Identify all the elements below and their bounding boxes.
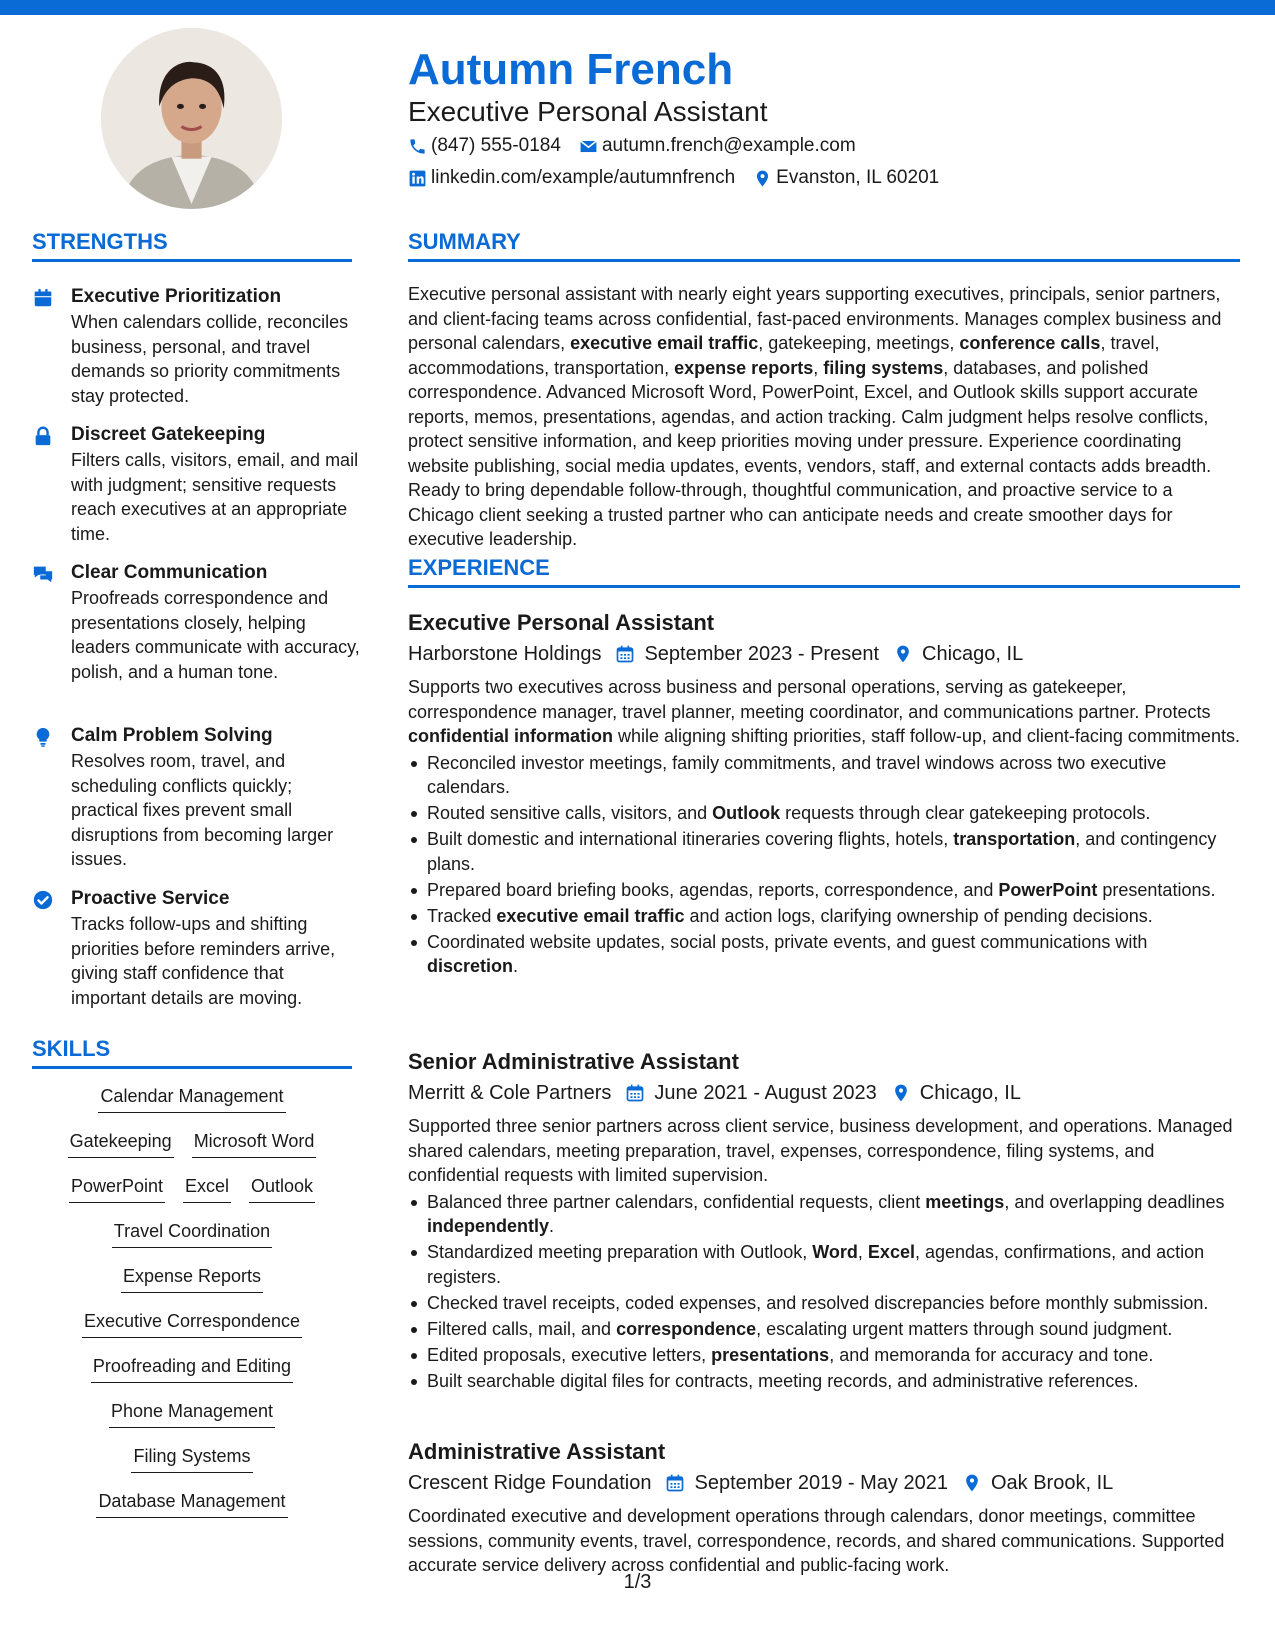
job-description: Coordinated executive and development operations through calendars, donor meetings, committee sessions, community events, travel, correspondence, records, and shared communications. Supported accurate service delivery across confidential and public-facing work. — [408, 1506, 1225, 1575]
job-bullets — [408, 1190, 1240, 1394]
strength-item — [32, 887, 362, 1010]
job-dates — [625, 1079, 876, 1107]
job-dates — [615, 640, 879, 668]
strength-item — [32, 561, 362, 684]
page-number: 1/3 — [623, 1571, 652, 1593]
bold-keyword: expense reports — [674, 357, 814, 378]
calendar-icon — [625, 1083, 645, 1103]
phone-contact — [408, 135, 561, 157]
candidate-name: Autumn French — [408, 45, 734, 94]
bullet-item: Reconciled investor meetings, family commitments, and travel windows across two executive calendars. — [408, 751, 1240, 800]
skill-tag: PowerPoint — [69, 1174, 165, 1203]
job-dates — [665, 1469, 948, 1497]
lightbulb-icon — [32, 726, 56, 748]
bullet-item: Filtered calls, mail, and correspondence, escalating urgent matters through sound judgment. — [408, 1317, 1240, 1342]
strength-item — [32, 423, 362, 546]
job-location — [893, 640, 1023, 668]
calendar-icon — [32, 287, 56, 309]
strength-title: Executive Prioritization — [71, 286, 282, 307]
linkedin-contact[interactable] — [408, 167, 735, 189]
bold-keyword: independently — [427, 1216, 550, 1236]
job-dates-text: September 2023 - Present — [644, 643, 880, 665]
skills-list — [32, 1084, 352, 1534]
bullet-item: Prepared board briefing books, agendas, reports, correspondence, and PowerPoint presentations. — [408, 878, 1240, 903]
strength-desc: Tracks follow-ups and shifting priorities before reminders arrive, giving staff confidence that important details are moving. — [71, 914, 336, 1008]
job-description: Supported three senior partners across client service, business development, and operations. Managed shared calendars, meeting preparation, travel, expenses, correspondence, filing systems, and confidential requests with limited supervision. — [408, 1116, 1233, 1185]
job-meta — [408, 640, 1240, 668]
bold-keyword: conference calls — [959, 333, 1101, 353]
map-marker-icon — [891, 1083, 911, 1103]
strength-desc: Filters calls, visitors, email, and mail with judgment; sensitive requests reach executives at an appropriate time. — [71, 450, 359, 544]
linkedin-icon — [408, 169, 427, 188]
profile-photo — [101, 28, 282, 209]
bullet-item: Coordinated website updates, social posts, private events, and guest communications with discretion. — [408, 930, 1240, 979]
skill-tag: Proofreading and Editing — [91, 1354, 293, 1383]
skills-heading: SKILLS — [32, 1034, 352, 1069]
bold-keyword: discretion — [427, 956, 514, 976]
skill-tag: Outlook — [249, 1174, 315, 1203]
skill-row — [32, 1444, 352, 1489]
strength-title: Proactive Service — [71, 888, 230, 909]
bold-keyword: meetings — [925, 1191, 1005, 1212]
job-description: Supports two executives across business and personal operations, serving as gatekeeper, correspondence manager, travel planner, meeting coordinator, and communications partner. Protects confidential information while aligning shifting priorities, staff follow-up, and client-facing commitments. — [408, 677, 1240, 746]
job-location — [962, 1469, 1113, 1497]
phone-text: (847) 555-0184 — [431, 135, 561, 156]
strength-desc: Proofreads correspondence and presentations closely, helping leaders communicate with accuracy, polish, and a human tone. — [71, 588, 360, 682]
strength-title: Clear Communication — [71, 562, 268, 583]
skill-tag: Phone Management — [109, 1399, 275, 1428]
candidate-title: Executive Personal Assistant — [408, 96, 768, 127]
job-company: Crescent Ridge Foundation — [408, 1472, 652, 1494]
strength-item — [32, 285, 362, 408]
skill-tag: Microsoft Word — [192, 1129, 317, 1158]
skill-tag: Gatekeeping — [68, 1129, 174, 1158]
skill-tag: Calendar Management — [98, 1084, 285, 1113]
job-dates-text: September 2019 - May 2021 — [694, 1472, 948, 1494]
job-meta — [408, 1469, 1240, 1497]
bullet-item: Tracked executive email traffic and action logs, clarifying ownership of pending decisions. — [408, 904, 1240, 929]
skill-tag: Database Management — [96, 1489, 287, 1518]
strength-title: Calm Problem Solving — [71, 725, 273, 746]
bold-keyword: executive email traffic — [496, 905, 685, 926]
job-location-text: Oak Brook, IL — [990, 1472, 1114, 1494]
experience-heading: EXPERIENCE — [408, 553, 1240, 588]
email-contact[interactable] — [579, 135, 856, 157]
bold-keyword: transportation — [953, 829, 1076, 849]
strength-desc: When calendars collide, reconciles business, personal, and travel demands so priority commitments stay protected. — [71, 312, 349, 406]
bullet-item: Built domestic and international itineraries covering flights, hotels, transportation, and contingency plans. — [408, 827, 1240, 876]
summary-heading: SUMMARY — [408, 227, 1240, 262]
skill-tag: Expense Reports — [121, 1264, 263, 1293]
job-location-text: Chicago, IL — [922, 643, 1024, 665]
contact-row-1 — [408, 133, 874, 159]
job-title: Executive Personal Assistant — [408, 610, 715, 635]
job-entry — [408, 1048, 1240, 1395]
map-marker-icon — [962, 1473, 982, 1493]
bold-keyword: PowerPoint — [998, 879, 1098, 900]
bold-keyword: presentations — [711, 1344, 830, 1365]
job-dates-text: June 2021 - August 2023 — [654, 1082, 877, 1104]
skill-tag: Filing Systems — [131, 1444, 252, 1473]
map-marker-icon — [753, 169, 772, 188]
calendar-icon — [665, 1473, 685, 1493]
skill-tag: Travel Coordination — [112, 1219, 272, 1248]
skill-row — [32, 1489, 352, 1534]
strengths-heading: STRENGTHS — [32, 227, 352, 262]
bullet-item: Built searchable digital files for contracts, meeting records, and administrative references. — [408, 1369, 1240, 1394]
lock-icon — [32, 425, 56, 447]
bold-keyword: Word — [812, 1242, 858, 1262]
check-circle-icon — [32, 889, 56, 911]
email-text[interactable]: autumn.french@example.com — [601, 135, 856, 156]
bold-keyword: executive email traffic — [570, 333, 759, 353]
job-location — [891, 1079, 1021, 1107]
skill-row — [32, 1309, 352, 1354]
bold-keyword: filing systems — [823, 357, 944, 378]
skill-row — [32, 1084, 352, 1129]
bullet-item: Routed sensitive calls, visitors, and Outlook requests through clear gatekeeping protocols. — [408, 801, 1240, 826]
skill-row — [32, 1174, 352, 1219]
summary-text: Executive personal assistant with nearly eight years supporting executives, principals, senior partners, and client-facing teams across confidential, fast-paced environments. Manages complex business and personal calendars, executive email traffic, gatekeeping, meetings, conference calls, travel, accommodations, transportation, expense reports, filing systems, databases, and polished correspondence. Advanced Microsoft Word, PowerPoint, Excel, and Outlook skills support accurate reports, memos, presentations, agendas, and action tracking. Calm judgment helps resolve conflicts, protect sensitive information, and keep priorities moving under pressure. Experience coordinating website publishing, social media updates, events, vendors, staff, and external contacts adds breadth. Ready to bring dependable follow-through, thoughtful communication, and proactive service to a Chicago client seeking a trusted partner who can anticipate needs and create smoother days for executive leadership. — [408, 284, 1222, 549]
strength-title: Discreet Gatekeeping — [71, 424, 266, 445]
skill-tag: Executive Correspondence — [82, 1309, 302, 1338]
job-bullets — [408, 751, 1240, 979]
map-marker-icon — [893, 644, 913, 664]
job-meta — [408, 1079, 1240, 1107]
bold-keyword: confidential information — [408, 726, 613, 746]
bold-keyword: correspondence — [616, 1318, 757, 1339]
contact-row-2 — [408, 165, 957, 191]
job-title: Administrative Assistant — [408, 1439, 666, 1464]
strength-desc: Resolves room, travel, and scheduling conflicts quickly; practical fixes prevent small disruptions from becoming larger issues. — [71, 751, 334, 869]
strength-item — [32, 724, 362, 872]
job-company: Harborstone Holdings — [408, 643, 602, 665]
location-text: Evanston, IL 60201 — [776, 167, 940, 188]
job-entry — [408, 1438, 1240, 1580]
calendar-icon — [615, 644, 635, 664]
location-contact — [753, 167, 939, 189]
bullet-item: Edited proposals, executive letters, presentations, and memoranda for accuracy and tone. — [408, 1343, 1240, 1368]
job-company: Merritt & Cole Partners — [408, 1082, 612, 1104]
comments-icon — [32, 563, 56, 585]
skill-row — [32, 1219, 352, 1264]
bullet-item: Standardized meeting preparation with Outlook, Word, Excel, agendas, confirmations, and action registers. — [408, 1240, 1240, 1289]
profile-photo-illustration — [101, 28, 282, 209]
linkedin-text[interactable]: linkedin.com/example/autumnfrench — [431, 167, 736, 188]
envelope-icon — [579, 137, 598, 156]
skill-row — [32, 1399, 352, 1444]
job-title: Senior Administrative Assistant — [408, 1049, 739, 1074]
skill-row — [32, 1264, 352, 1309]
skill-row — [32, 1129, 352, 1174]
phone-icon — [408, 137, 427, 156]
bullet-item: Balanced three partner calendars, confidential requests, client meetings, and overlapping deadlines independently. — [408, 1190, 1240, 1239]
bold-keyword: Excel — [867, 1242, 915, 1262]
bold-keyword: Outlook — [712, 803, 781, 823]
bullet-item: Checked travel receipts, coded expenses, and resolved discrepancies before monthly submission. — [408, 1291, 1240, 1316]
skill-tag: Excel — [183, 1174, 231, 1203]
top-accent-bar — [0, 0, 1275, 15]
skill-row — [32, 1354, 352, 1399]
job-entry — [408, 609, 1240, 980]
job-location-text: Chicago, IL — [919, 1082, 1021, 1104]
